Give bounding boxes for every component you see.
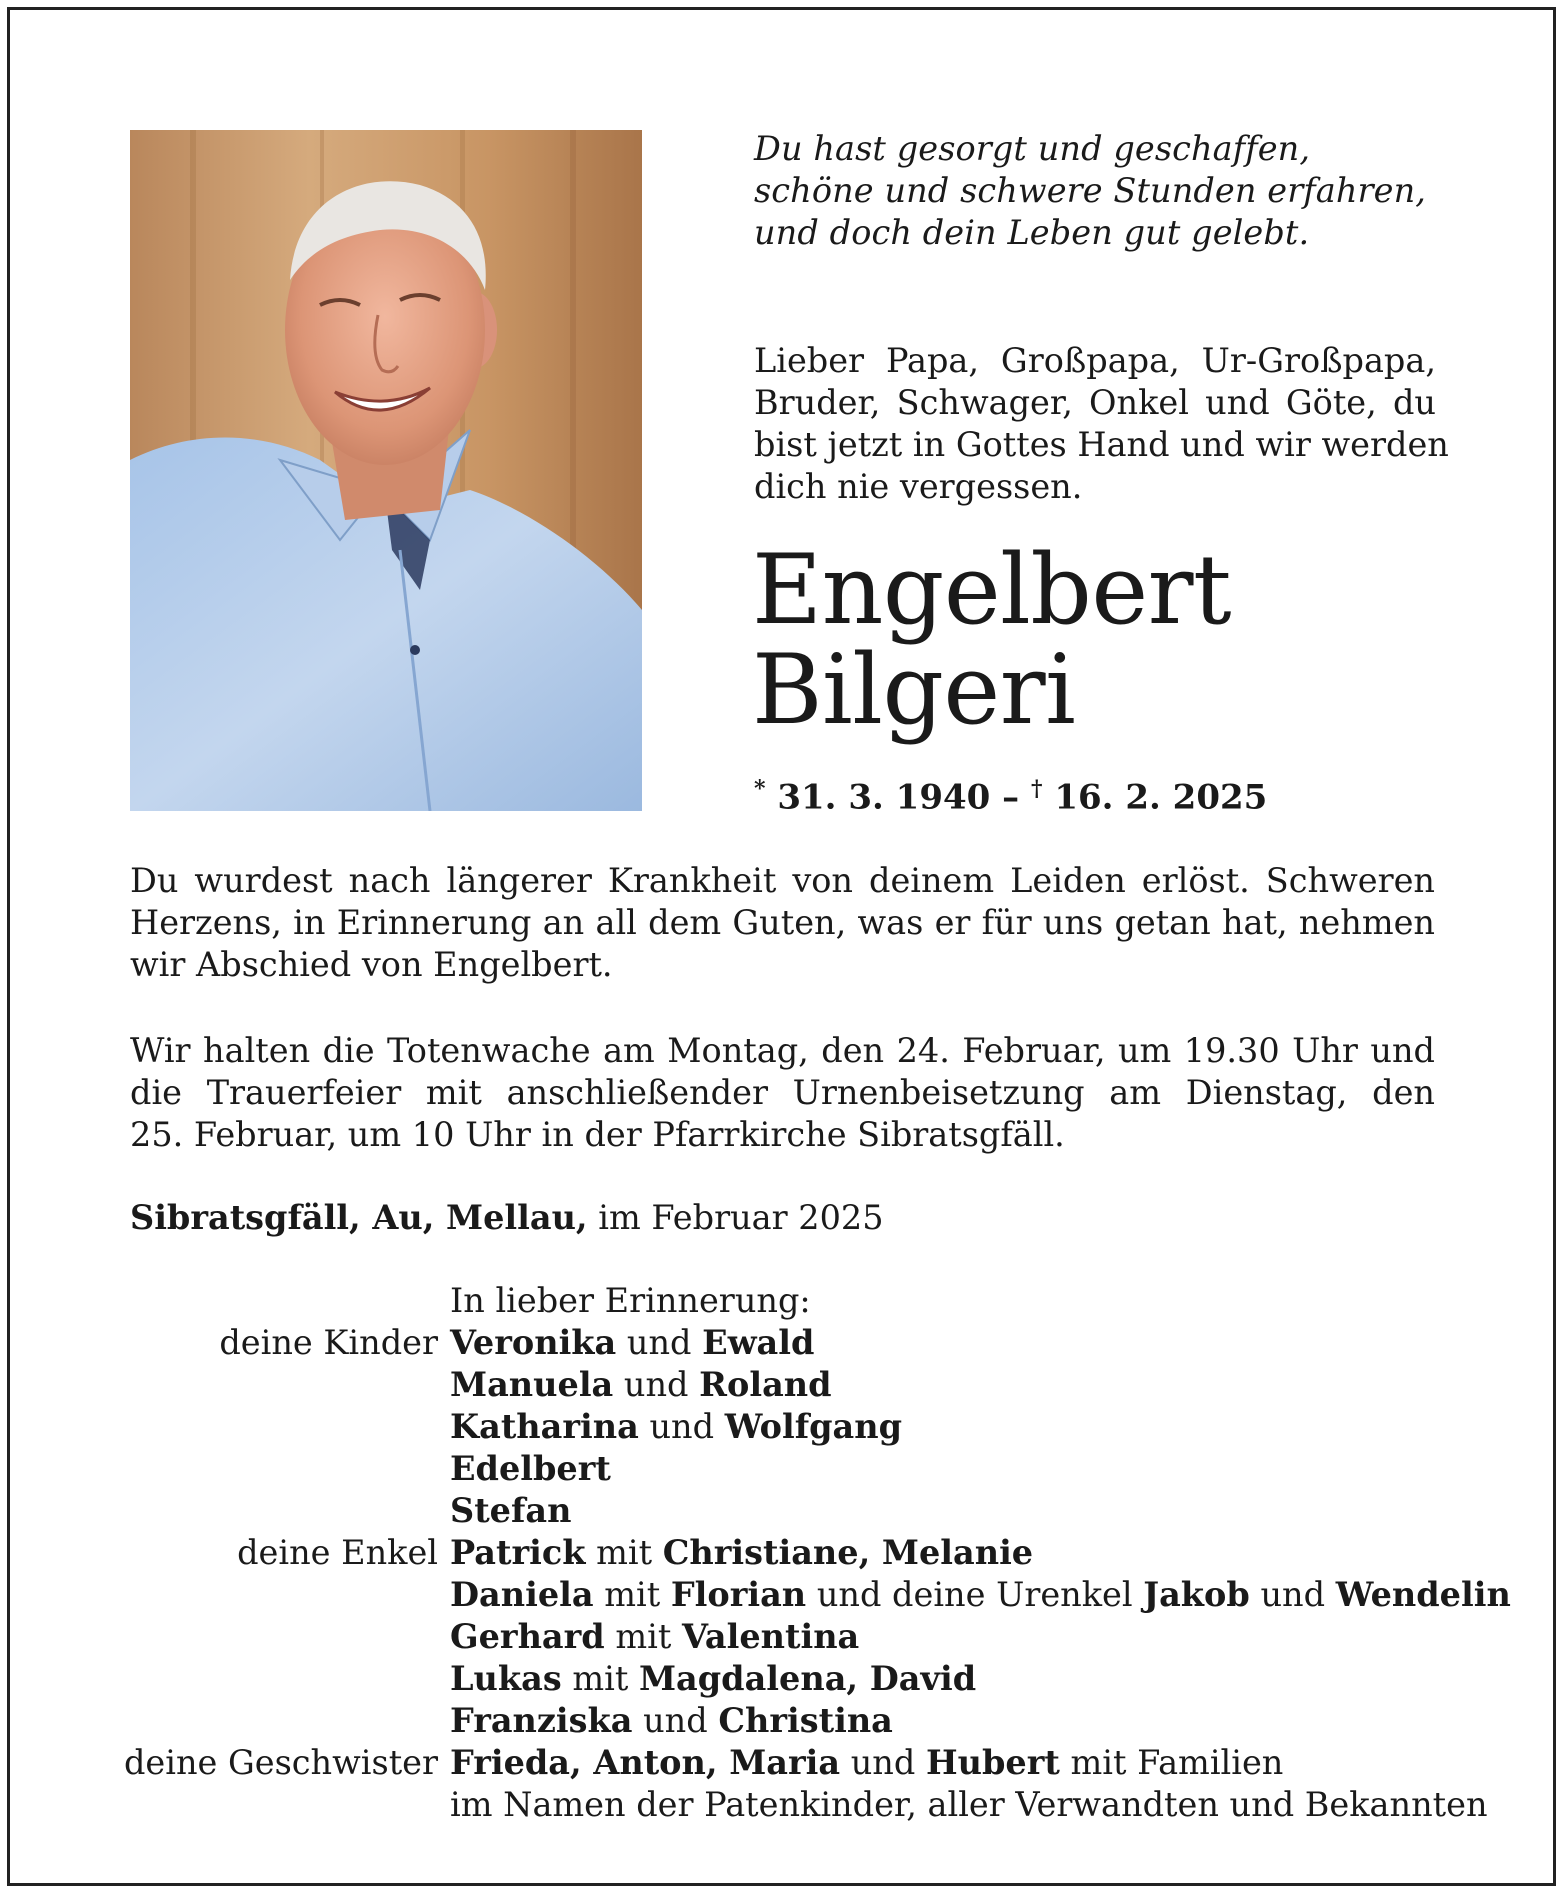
paragraph-line: 25. Februar, um 10 Uhr in der Pfarrkirche Sibratsgfäll. xyxy=(130,1115,1065,1154)
partner-name: Florian xyxy=(670,1575,807,1614)
family-names xyxy=(450,1742,1500,1784)
address-text xyxy=(754,340,1449,508)
poem-line: und doch dein Leben gut gelebt. xyxy=(754,213,1310,252)
portrait-photo xyxy=(130,130,642,811)
family-row xyxy=(100,1364,1500,1406)
grandchild-name: Patrick xyxy=(450,1533,586,1572)
death-symbol: † xyxy=(1031,776,1043,802)
child-name: Stefan xyxy=(450,1491,572,1530)
connector-text: und xyxy=(850,1743,916,1782)
poem-line: Du hast gesorgt und geschaffen, xyxy=(754,129,1311,168)
partner-name: Valentina xyxy=(681,1617,860,1656)
connector-text: mit xyxy=(615,1617,672,1656)
child-name: Veronika xyxy=(450,1323,617,1362)
connector-text: und deine Urenkel xyxy=(816,1575,1133,1614)
children-label: deine Kinder xyxy=(219,1323,438,1362)
family-row xyxy=(100,1742,1500,1784)
announcement-paragraph xyxy=(130,860,1435,986)
portrait-illustration xyxy=(130,130,642,811)
family-row xyxy=(100,1616,1500,1658)
family-label xyxy=(100,1406,450,1448)
poem xyxy=(754,128,1454,254)
connector-text: und xyxy=(623,1365,689,1404)
connector-text: und xyxy=(1260,1575,1326,1614)
sibling-names: Frieda, Anton, Maria xyxy=(450,1743,841,1782)
place-towns: Sibratsgfäll, Au, Mellau, xyxy=(130,1198,588,1237)
family-label xyxy=(100,1616,450,1658)
family-row xyxy=(100,1574,1511,1616)
child-name: Manuela xyxy=(450,1365,614,1404)
family-row xyxy=(100,1784,1500,1826)
child-name: Katharina xyxy=(450,1407,639,1446)
family-row xyxy=(100,1658,1500,1700)
child-name: Edelbert xyxy=(450,1449,611,1488)
ceremony-paragraph xyxy=(130,1030,1435,1156)
great-grandchild-name: Jakob xyxy=(1143,1575,1250,1614)
connector-text: und xyxy=(643,1701,708,1740)
family-names xyxy=(450,1490,1500,1532)
sibling-name: Hubert xyxy=(925,1743,1060,1782)
grandchild-name: Daniela xyxy=(450,1575,594,1614)
family-label xyxy=(100,1364,450,1406)
family-intro: In lieber Erinnerung: xyxy=(450,1281,811,1320)
connector-text: und xyxy=(626,1323,692,1362)
place-date: im Februar 2025 xyxy=(598,1198,884,1237)
family-names xyxy=(450,1322,1500,1364)
grandchild-name: Franziska xyxy=(450,1701,633,1740)
family-names xyxy=(450,1658,1500,1700)
connector-text: mit xyxy=(596,1533,653,1572)
place-and-date xyxy=(130,1198,884,1237)
deceased-name xyxy=(752,534,1232,746)
poem-line: schöne und schwere Stunden erfahren, xyxy=(754,171,1427,210)
family-label xyxy=(100,1784,450,1826)
family-row xyxy=(100,1322,1500,1364)
birth-symbol: * xyxy=(754,776,766,802)
family-names xyxy=(450,1364,1500,1406)
partner-name: Christiane, Melanie xyxy=(662,1533,1034,1572)
paragraph-line: die Trauerfeier mit anschließender Urnenbeisetzung am Dienstag, den xyxy=(130,1073,1435,1112)
address-line: Bruder, Schwager, Onkel und Göte, du xyxy=(754,383,1436,422)
paragraph-line: Du wurdest nach längerer Krankheit von deinem Leiden erlöst. Schweren xyxy=(130,861,1435,900)
date-dash: – xyxy=(1002,777,1020,818)
family-label xyxy=(100,1448,450,1490)
family-names xyxy=(450,1574,1511,1616)
address-line: bist jetzt in Gottes Hand und wir werden xyxy=(754,425,1449,464)
partner-name: Roland xyxy=(699,1365,832,1404)
family-label xyxy=(100,1658,450,1700)
paragraph-line: Wir halten die Totenwache am Montag, den 24. Februar, um 19.30 Uhr und xyxy=(130,1031,1435,1070)
family-names xyxy=(450,1448,1500,1490)
partner-name: Wolfgang xyxy=(724,1407,903,1446)
connector-text: mit xyxy=(572,1659,629,1698)
great-grandchild-name: Wendelin xyxy=(1335,1575,1511,1614)
birth-date: 31. 3. 1940 xyxy=(777,777,991,818)
family-label xyxy=(100,1700,450,1742)
family-label xyxy=(100,1574,450,1616)
grandchild-name: Lukas xyxy=(450,1659,562,1698)
connector-text: mit xyxy=(604,1575,661,1614)
family-names xyxy=(450,1532,1500,1574)
death-date: 16. 2. 2025 xyxy=(1054,777,1268,818)
family-row xyxy=(100,1448,1500,1490)
paragraph-line: wir Abschied von Engelbert. xyxy=(130,945,613,984)
partner-name: Magdalena, David xyxy=(638,1659,977,1698)
family-names xyxy=(450,1700,1500,1742)
family-names xyxy=(450,1406,1500,1448)
connector-text: und xyxy=(649,1407,715,1446)
family-names xyxy=(450,1616,1500,1658)
deceased-last-name: Bilgeri xyxy=(752,634,1076,746)
family-label xyxy=(100,1490,450,1532)
family-row xyxy=(100,1406,1500,1448)
family-label xyxy=(100,1280,450,1322)
paragraph-line: Herzens, in Erinnerung an all dem Guten, was er für uns getan hat, nehmen xyxy=(130,903,1435,942)
partner-name: Ewald xyxy=(702,1323,815,1362)
deceased-first-name: Engelbert xyxy=(752,534,1232,646)
life-dates xyxy=(754,776,1267,817)
connector-text: mit Familien xyxy=(1070,1743,1284,1782)
grandchild-name: Gerhard xyxy=(450,1617,605,1656)
family-row xyxy=(100,1280,1500,1322)
address-line: Lieber Papa, Großpapa, Ur-Großpapa, xyxy=(754,341,1436,380)
grandchildren-label: deine Enkel xyxy=(237,1533,438,1572)
address-line: dich nie vergessen. xyxy=(754,467,1083,506)
family-row xyxy=(100,1490,1500,1532)
grandchild-name: Christina xyxy=(718,1701,893,1740)
family-row xyxy=(100,1700,1500,1742)
siblings-label: deine Geschwister xyxy=(123,1743,438,1782)
closing-text: im Namen der Patenkinder, aller Verwandten und Bekannten xyxy=(450,1785,1488,1824)
family-row xyxy=(100,1532,1500,1574)
family-list xyxy=(100,1280,1511,1826)
